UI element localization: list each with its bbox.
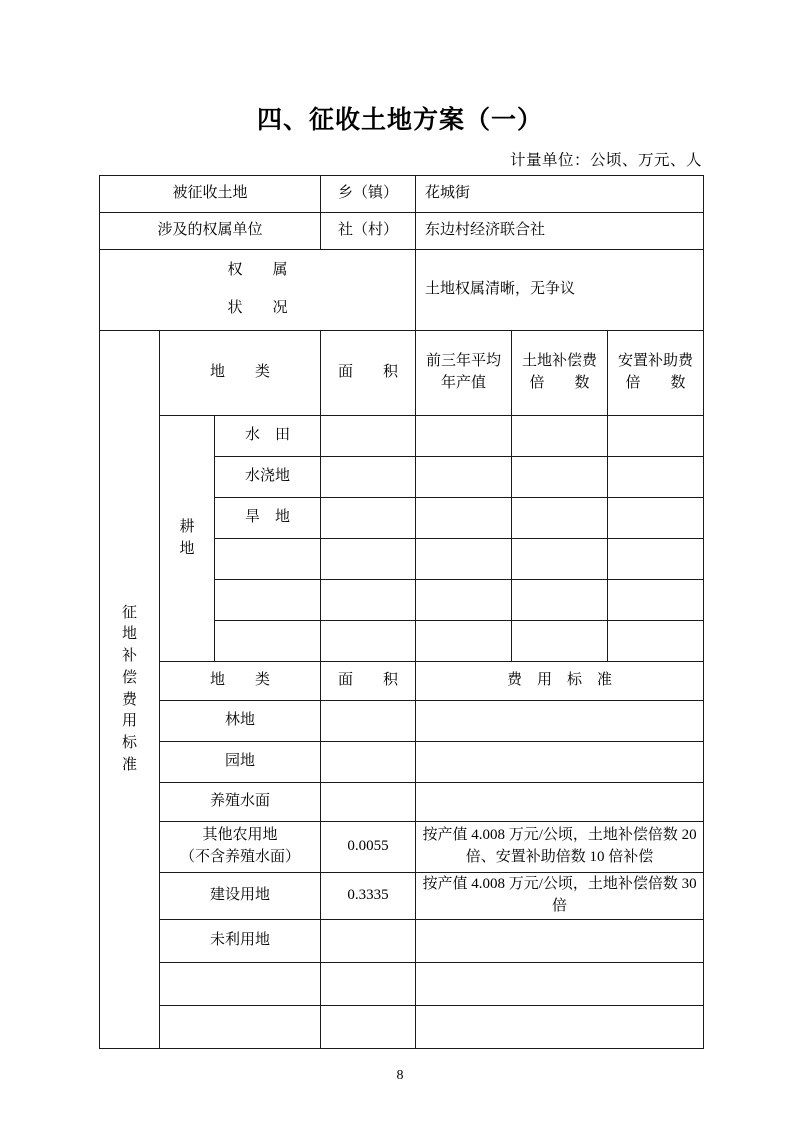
land-type-other-agri-line2: （不含养殖水面） (180, 849, 301, 865)
cell-avg-yield-irrigated (416, 457, 512, 498)
table-row (100, 822, 704, 873)
page-number: 8 (396, 1068, 404, 1083)
upper-header-avg-yield (416, 331, 512, 416)
cell-fee-aquaculture (416, 783, 704, 822)
land-subtype-blank-3 (215, 621, 321, 662)
table-row-township (100, 176, 704, 213)
land-subtype-blank-2 (215, 580, 321, 621)
ownership-unit-label: 涉及的权属单位 (100, 213, 321, 250)
upper-header-land-type: 地 类 (160, 331, 321, 416)
table-row (100, 701, 704, 742)
page-title: 四、征收土地方案（一） (256, 107, 543, 134)
township-label: 乡（镇） (321, 176, 416, 213)
upper-header-avg-yield-line1: 前三年平均 (426, 353, 502, 370)
cell-area-garden (321, 742, 416, 783)
side-label-char-0: 征 (121, 604, 137, 621)
land-type-other-agri-line1: 其他农用地 (202, 827, 278, 844)
cell-resettle-blank-3 (608, 621, 704, 662)
village-label: 社（村） (321, 213, 416, 250)
cell-fee-other-agricultural: 按产值 4.008 万元/公顷，土地补偿倍数 20 倍、安置补助倍数 10 倍补偿 (416, 822, 704, 873)
table-row-ownership-status (100, 250, 704, 331)
table-row (100, 1006, 704, 1049)
side-label-char-3: 偿 (121, 669, 137, 686)
cell-area-blank-1 (321, 539, 416, 580)
cell-land-comp-blank-1 (512, 539, 608, 580)
cell-fee-blank-1 (416, 963, 704, 1006)
lower-header-land-type: 地 类 (160, 662, 321, 701)
table-row (100, 873, 704, 920)
land-type-blank-2 (160, 1006, 321, 1049)
cell-fee-construction: 按产值 4.008 万元/公顷，土地补偿倍数 30 倍 (416, 873, 704, 920)
cell-area-blank-lower-1 (321, 963, 416, 1006)
land-type-construction: 建设用地 (160, 873, 321, 920)
upper-header-resettle-line1: 安置补助费 (618, 353, 694, 370)
ownership-status-label-line2: 状 况 (227, 300, 288, 316)
side-label-char-1: 地 (121, 626, 137, 643)
cell-area-blank-2 (321, 580, 416, 621)
side-label-char-7: 准 (121, 756, 137, 773)
cell-land-comp-irrigated (512, 457, 608, 498)
land-subtype-blank-1 (215, 539, 321, 580)
table-row (100, 416, 704, 457)
village-value: 东边村经济联合社 (416, 213, 704, 250)
cell-area-unused (321, 920, 416, 963)
cell-area-blank-3 (321, 621, 416, 662)
upper-header-land-comp-line2: 倍 数 (529, 375, 590, 391)
ownership-status-label-line1: 权 属 (227, 262, 288, 279)
land-acquisition-form-table (99, 175, 704, 1049)
cell-area-paddy (321, 416, 416, 457)
cell-avg-yield-paddy (416, 416, 512, 457)
side-label-char-6: 标 (121, 735, 137, 751)
land-type-forest: 林地 (160, 701, 321, 742)
land-type-blank-1 (160, 963, 321, 1006)
township-value: 花城街 (416, 176, 704, 213)
cell-area-dry (321, 498, 416, 539)
side-label-char-4: 费 (121, 691, 137, 708)
land-subtype-irrigated: 水浇地 (215, 457, 321, 498)
cell-resettle-blank-2 (608, 580, 704, 621)
upper-header-resettle-line2: 倍 数 (625, 375, 686, 391)
upper-header-avg-yield-line2: 年产值 (441, 375, 487, 391)
cell-area-other-agricultural: 0.0055 (321, 822, 416, 873)
cell-resettle-paddy (608, 416, 704, 457)
cell-resettle-blank-1 (608, 539, 704, 580)
cell-avg-yield-blank-2 (416, 580, 512, 621)
cell-fee-forest (416, 701, 704, 742)
lower-header-area: 面 积 (321, 662, 416, 701)
table-row (100, 920, 704, 963)
cell-avg-yield-blank-3 (416, 621, 512, 662)
upper-header-land-comp-line1: 土地补偿费 (522, 353, 598, 370)
ownership-status-label (100, 250, 416, 331)
cell-resettle-irrigated (608, 457, 704, 498)
land-type-other-agricultural (160, 822, 321, 873)
cell-area-aquaculture (321, 783, 416, 822)
affected-land-label: 被征收土地 (100, 176, 321, 213)
table-row-village (100, 213, 704, 250)
table-row-lower-header (100, 662, 704, 701)
cell-land-comp-paddy (512, 416, 608, 457)
cell-fee-unused (416, 920, 704, 963)
land-type-aquaculture: 养殖水面 (160, 783, 321, 822)
cell-area-blank-lower-2 (321, 1006, 416, 1049)
upper-header-area: 面 积 (321, 331, 416, 416)
table-row (100, 783, 704, 822)
land-type-unused: 未利用地 (160, 920, 321, 963)
cell-area-irrigated (321, 457, 416, 498)
cell-resettle-dry (608, 498, 704, 539)
cell-avg-yield-dry (416, 498, 512, 539)
cell-avg-yield-blank-1 (416, 539, 512, 580)
cell-land-comp-blank-3 (512, 621, 608, 662)
table-row (100, 742, 704, 783)
upper-header-resettlement (608, 331, 704, 416)
cell-fee-garden (416, 742, 704, 783)
table-row-upper-header (100, 331, 704, 416)
cultivated-label-char-1: 地 (179, 540, 195, 557)
lower-header-fee-standard: 费 用 标 准 (416, 662, 704, 701)
ownership-status-value: 土地权属清晰，无争议 (416, 250, 704, 331)
cultivated-land-group-label (160, 416, 215, 662)
cell-area-forest (321, 701, 416, 742)
cultivated-label-char-0: 耕 (179, 518, 195, 535)
cell-land-comp-dry (512, 498, 608, 539)
side-label-char-2: 补 (121, 648, 137, 664)
land-subtype-paddy: 水 田 (215, 416, 321, 457)
table-row (100, 963, 704, 1006)
land-type-garden: 园地 (160, 742, 321, 783)
upper-header-land-compensation (512, 331, 608, 416)
cell-area-construction: 0.3335 (321, 873, 416, 920)
land-subtype-dry: 旱 地 (215, 498, 321, 539)
cell-fee-blank-2 (416, 1006, 704, 1049)
measurement-unit-note: 计量单位：公顷、万元、人 (509, 152, 702, 169)
cell-land-comp-blank-2 (512, 580, 608, 621)
side-label-char-5: 用 (121, 713, 137, 730)
side-vertical-label (100, 331, 160, 1049)
